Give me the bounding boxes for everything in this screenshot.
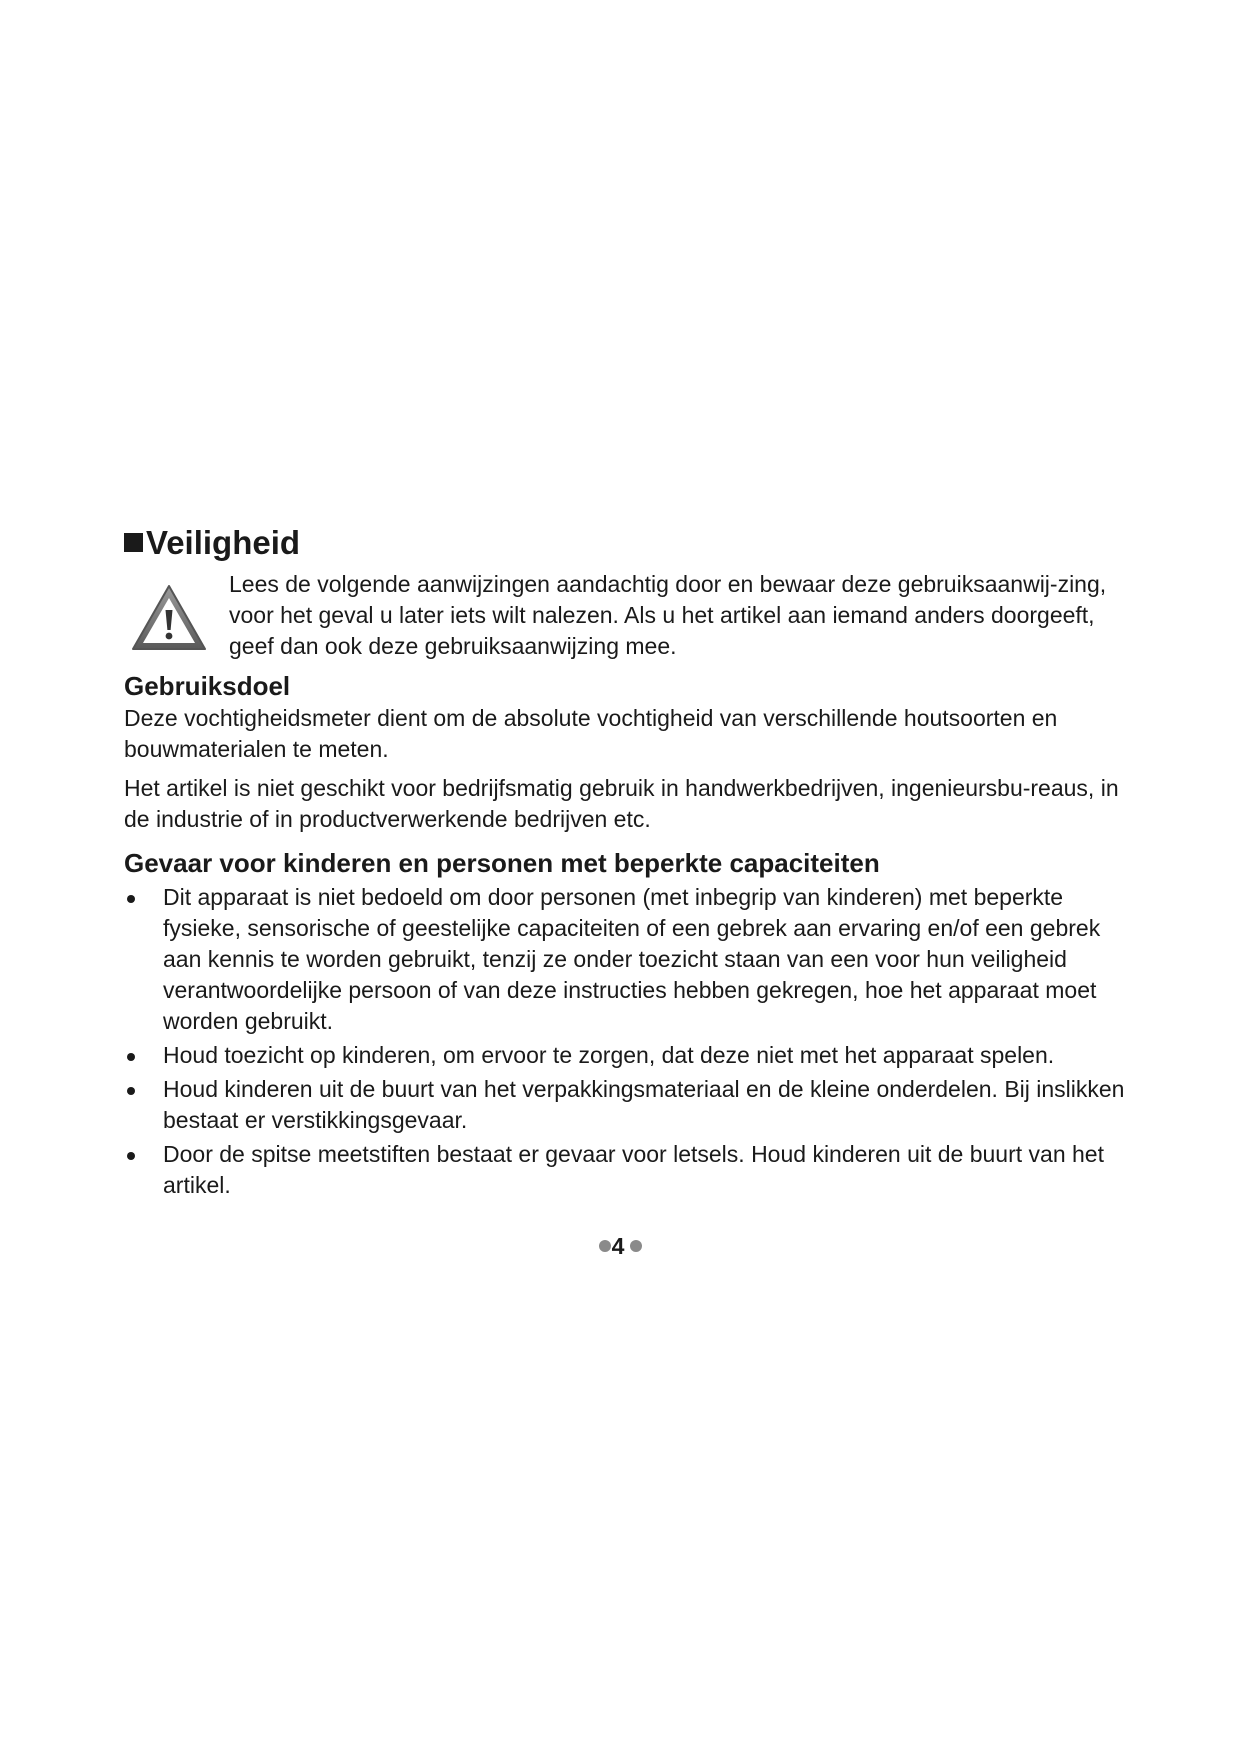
bullet-dot-icon [127, 895, 135, 903]
bullet-dot-icon [127, 1087, 135, 1095]
list-item-text: Houd toezicht op kinderen, om ervoor te zorgen, dat deze niet met het apparaat spelen. [163, 1042, 1055, 1068]
page-dot-icon [630, 1240, 642, 1252]
list-item-text: Door de spitse meetstiften bestaat er gevaar voor letsels. Houd kinderen uit de buurt van het artikel. [163, 1141, 1104, 1198]
page-number [0, 1232, 1241, 1260]
intro-text: Lees de volgende aanwijzingen aandachtig door en bewaar deze gebruiksaanwij-zing, voor het geval u later iets wilt nalezen. Als u het artikel aan iemand anders doorgeeft, geef dan ook deze gebruiksaanwijzing mee. [229, 571, 1107, 659]
list-item [124, 1139, 1134, 1201]
list-item-text: Dit apparaat is niet bedoeld om door personen (met inbegrip van kinderen) met beperkte fysieke, sensorische of geestelijke capaciteiten of een gebrek aan ervaring en/of een gebrek aan kennis te worden gebruikt, tenzij ze onder toezicht staan van een voor hun veiligheid verantwoordelijke persoon of van deze instructies hebben gekregen, hoe het apparaat moet worden gebruikt. [163, 884, 1101, 1034]
section-title [124, 523, 300, 563]
list-item [124, 882, 1134, 1037]
warning-triangle-icon [131, 583, 207, 653]
bullet-dot-icon [127, 1152, 135, 1160]
list-item-text: Houd kinderen uit de buurt van het verpakkingsmateriaal en de kleine onderdelen. Bij inslikken bestaat er verstikkingsgevaar. [163, 1076, 1125, 1133]
list-item [124, 1074, 1134, 1136]
usage-heading: Gebruiksdoel [124, 671, 291, 701]
section-square-marker [124, 533, 143, 552]
danger-bullet-list [124, 882, 1134, 1204]
usage-paragraph-1: Deze vochtigheidsmeter dient om de absolute vochtigheid van verschillende houtsoorten en bouwmaterialen te meten. [124, 705, 1058, 762]
section-title-text: Veiligheid [146, 524, 301, 561]
bullet-dot-icon [127, 1053, 135, 1061]
danger-heading: Gevaar voor kinderen en personen met beperkte capaciteiten [124, 848, 880, 878]
usage-paragraph-2: Het artikel is niet geschikt voor bedrijfsmatig gebruik in handwerkbedrijven, ingenieursbu-reaus, in de industrie of in productverwerkende bedrijven etc. [124, 775, 1119, 832]
list-item [124, 1040, 1134, 1071]
page-dot-icon [599, 1240, 611, 1252]
page-number-text: 4 [611, 1233, 625, 1259]
